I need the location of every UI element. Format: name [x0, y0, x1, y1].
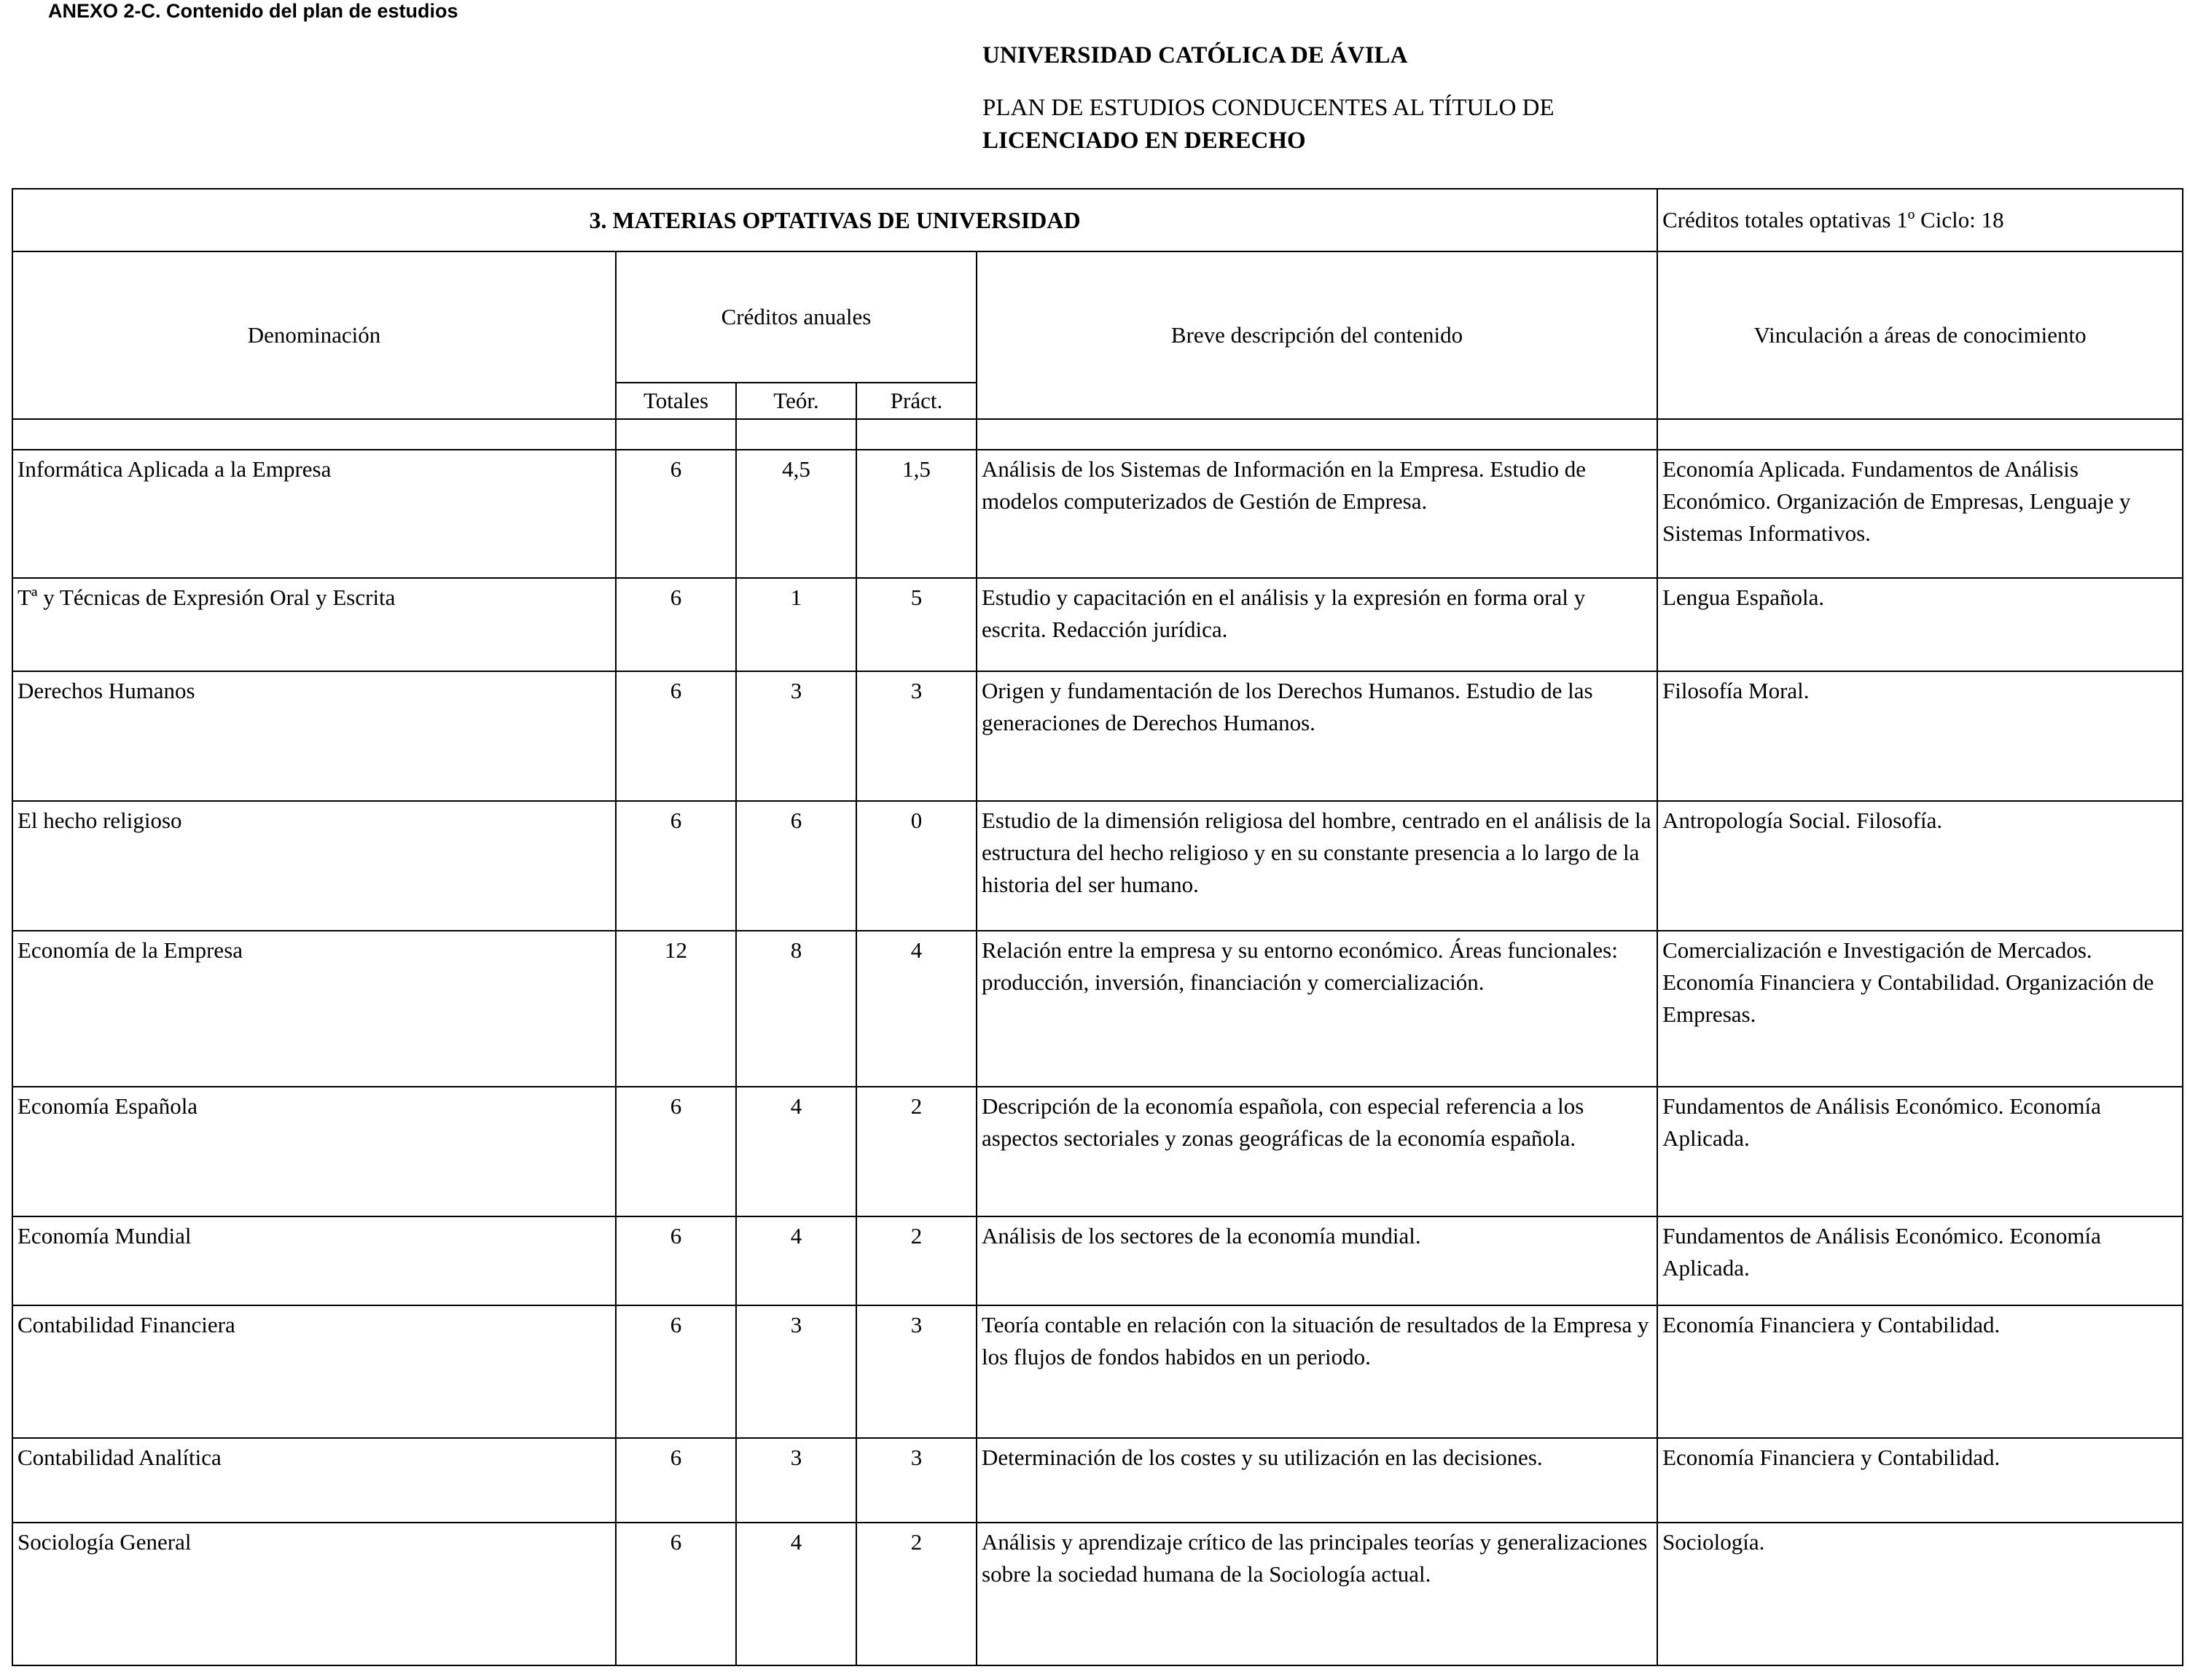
header-teor: Teór.: [736, 383, 856, 419]
credits-totales: 6: [616, 801, 736, 931]
header-row: [12, 251, 2183, 383]
section-title: 3. MATERIAS OPTATIVAS DE UNIVERSIDAD: [12, 189, 1657, 251]
credits-pract: 4: [856, 931, 977, 1087]
credits-pract: 3: [856, 671, 977, 801]
table-row: [12, 801, 2183, 931]
content-description: Descripción de la economía española, con especial referencia a los aspectos sectoriales y zonas geográficas de la economía española.: [977, 1087, 1657, 1216]
credits-pract: 1,5: [856, 450, 977, 578]
subject-name: Contabilidad Analítica: [12, 1438, 616, 1523]
knowledge-areas: Fundamentos de Análisis Económico. Economía Aplicada.: [1657, 1216, 2183, 1305]
table-row: [12, 1216, 2183, 1305]
credits-pract: 3: [856, 1438, 977, 1523]
knowledge-areas: Filosofía Moral.: [1657, 671, 2183, 801]
table-row: [12, 931, 2183, 1087]
spacer-cell: [977, 419, 1657, 450]
table-row: [12, 1438, 2183, 1523]
credits-teor: 6: [736, 801, 856, 931]
total-credits: Créditos totales optativas 1º Ciclo: 18: [1657, 189, 2183, 251]
spacer-row: [12, 419, 2183, 450]
university-title: UNIVERSIDAD CATÓLICA DE ÁVILA: [982, 42, 1408, 69]
credits-teor: 4: [736, 1087, 856, 1216]
knowledge-areas: Lengua Española.: [1657, 578, 2183, 671]
subject-name: Sociología General: [12, 1523, 616, 1665]
credits-teor: 8: [736, 931, 856, 1087]
table-row: [12, 578, 2183, 671]
optional-subjects-table: [12, 188, 2183, 1666]
credits-totales: 6: [616, 1438, 736, 1523]
table-row: [12, 1523, 2183, 1665]
credits-pract: 5: [856, 578, 977, 671]
credits-pract: 2: [856, 1216, 977, 1305]
credits-totales: 6: [616, 450, 736, 578]
subject-name: Derechos Humanos: [12, 671, 616, 801]
credits-pract: 3: [856, 1305, 977, 1438]
knowledge-areas: Economía Financiera y Contabilidad.: [1657, 1438, 2183, 1523]
credits-teor: 4,5: [736, 450, 856, 578]
content-description: Análisis de los sectores de la economía mundial.: [977, 1216, 1657, 1305]
knowledge-areas: Economía Aplicada. Fundamentos de Análisis Económico. Organización de Empresas, Lenguaje y Sistemas Informativos.: [1657, 450, 2183, 578]
subject-name: Informática Aplicada a la Empresa: [12, 450, 616, 578]
table-title-row: [12, 189, 2183, 251]
spacer-cell: [616, 419, 736, 450]
header-descripcion: Breve descripción del contenido: [977, 251, 1657, 419]
credits-totales: 6: [616, 1087, 736, 1216]
spacer-cell: [1657, 419, 2183, 450]
credits-teor: 4: [736, 1523, 856, 1665]
credits-teor: 1: [736, 578, 856, 671]
credits-totales: 6: [616, 578, 736, 671]
credits-totales: 6: [616, 671, 736, 801]
credits-totales: 6: [616, 1305, 736, 1438]
credits-totales: 12: [616, 931, 736, 1087]
spacer-cell: [856, 419, 977, 450]
spacer-cell: [736, 419, 856, 450]
content-description: Determinación de los costes y su utilización en las decisiones.: [977, 1438, 1657, 1523]
credits-teor: 3: [736, 1438, 856, 1523]
subject-name: Economía Española: [12, 1087, 616, 1216]
credits-teor: 3: [736, 671, 856, 801]
content-description: Análisis y aprendizaje crítico de las principales teorías y generalizaciones sobre la sociedad humana de la Sociología actual.: [977, 1523, 1657, 1665]
table-row: [12, 450, 2183, 578]
content-description: Análisis de los Sistemas de Información en la Empresa. Estudio de modelos computerizados de Gestión de Empresa.: [977, 450, 1657, 578]
header-denominacion: Denominación: [12, 251, 616, 419]
content-description: Relación entre la empresa y su entorno económico. Áreas funcionales: producción, inversión, financiación y comercialización.: [977, 931, 1657, 1087]
knowledge-areas: Sociología.: [1657, 1523, 2183, 1665]
table-row: [12, 1305, 2183, 1438]
plan-title-line1: PLAN DE ESTUDIOS CONDUCENTES AL TÍTULO DE: [982, 95, 1554, 121]
subject-name: El hecho religioso: [12, 801, 616, 931]
credits-pract: 2: [856, 1087, 977, 1216]
spacer-cell: [12, 419, 616, 450]
header-totales: Totales: [616, 383, 736, 419]
content-description: Estudio de la dimensión religiosa del hombre, centrado en el análisis de la estructura del hecho religioso y en su constante presencia a lo largo de la historia del ser humano.: [977, 801, 1657, 931]
credits-totales: 6: [616, 1523, 736, 1665]
header-pract: Práct.: [856, 383, 977, 419]
credits-totales: 6: [616, 1216, 736, 1305]
subject-name: Economía Mundial: [12, 1216, 616, 1305]
plan-title-line2: LICENCIADO EN DERECHO: [982, 128, 1306, 154]
table-row: [12, 671, 2183, 801]
knowledge-areas: Fundamentos de Análisis Económico. Economía Aplicada.: [1657, 1087, 2183, 1216]
header-creditos: Créditos anuales: [616, 251, 977, 383]
content-description: Teoría contable en relación con la situación de resultados de la Empresa y los flujos de fondos habidos en un periodo.: [977, 1305, 1657, 1438]
subject-name: Economía de la Empresa: [12, 931, 616, 1087]
header-vinculacion: Vinculación a áreas de conocimiento: [1657, 251, 2183, 419]
credits-pract: 2: [856, 1523, 977, 1665]
knowledge-areas: Comercialización e Investigación de Mercados. Economía Financiera y Contabilidad. Organización de Empresas.: [1657, 931, 2183, 1087]
credits-teor: 3: [736, 1305, 856, 1438]
subject-name: Tª y Técnicas de Expresión Oral y Escrita: [12, 578, 616, 671]
knowledge-areas: Economía Financiera y Contabilidad.: [1657, 1305, 2183, 1438]
content-description: Origen y fundamentación de los Derechos Humanos. Estudio de las generaciones de Derechos Humanos.: [977, 671, 1657, 801]
annex-label: ANEXO 2-C. Contenido del plan de estudios: [48, 0, 458, 22]
knowledge-areas: Antropología Social. Filosofía.: [1657, 801, 2183, 931]
subject-name: Contabilidad Financiera: [12, 1305, 616, 1438]
credits-pract: 0: [856, 801, 977, 931]
content-description: Estudio y capacitación en el análisis y la expresión en forma oral y escrita. Redacción jurídica.: [977, 578, 1657, 671]
credits-teor: 4: [736, 1216, 856, 1305]
table-row: [12, 1087, 2183, 1216]
